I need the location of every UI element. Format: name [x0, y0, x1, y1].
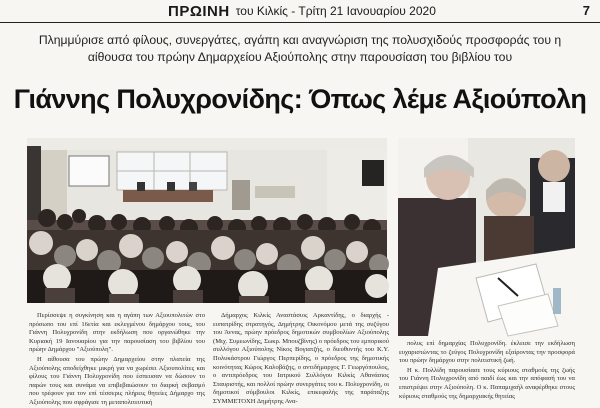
- page-number: 7: [582, 3, 590, 18]
- article-column-2: [213, 312, 389, 405]
- event-hall-illustration: [27, 138, 387, 303]
- masthead: [0, 0, 600, 23]
- article-kicker: Πλημμύρισε από φίλους, συνεργάτες, αγάπη και αναγνώριση της πολυσχιδούς προσφοράς του η αίθουσα του πρώην Δημαρχείου Αξιούπολης στην παρουσίαση του βιβλίου του: [38, 33, 562, 64]
- article-headline: Γιάννης Πολυχρονίδης: Όπως λέμε Αξιούπολη: [13, 84, 587, 114]
- event-hall-photo: [27, 138, 387, 303]
- paragraph: Η κ. Πολλίδη παρουσίασε τους κύριους σταθμούς της ζωής του Γιάννη Πολυχρονίδη από παιδί έως και την απόφασή του να επιστρέψει στην Αξιούπολη. Ο κ. Παπαμιχαήλ αναφέρθηκε στους κύριους σταθμούς της δημαρχιακής θητείας: [399, 366, 575, 400]
- paragraph: πολυς επί δημαρχίας Πολυχρονίδη. έκλεισε την εκδήλωση ευχαριστώντας το ζεύγος Πολυχρονίδη εξαίροντας την προσφορά του πρώην δημάρχου στην πολιτιστική ζωή.: [399, 340, 575, 365]
- article-column-3: [399, 340, 575, 400]
- paragraph: Δήμαρχος Κιλκίς Αναστάσιος Αρκαντίδης, ο διαρχής - ευπατρίδης στρατηγός, Δημήτρης Οικονόμου μετά της συζύγου του Άννας, πρώην πρόεδρος δημοτικών συμβουλίων Αξιούπολης (Μιχ. Συμεωνίδης, Σωκρ. Μπουζβίνης) ο πρόεδρος του εμπορικού συλλόγου Αξιούπολης Νίκος Βογιατζής, ο διευθυντής του Κ.Υ. Πολυκάστρου Γιώργος Περπερίδης, ο πρόεδρος της δημοτικής κοινότητας Κώρος Καλοβάζης, ο αντιδήμαρχος Γ. Γεωργόπουλος, ο αντιπρόεδρος του Ιατρικού Συλλόγου Κιλκίς Αθανάσιος Σταυριστής, και πολλοί πρώην συνεργάτες του κ. Πολυχρονίδη, οι δημοτικοί σύμβουλοι Κιλκίς, επικεφαλής της παράταξης ΣΥΜΜΕΤΟΧΗ Δημήτρης Ανα-: [213, 312, 389, 405]
- article-column-1: [29, 312, 205, 406]
- paragraph: Περίσσεψε η συγκίνηση και η αγάπη των Αξιουπολιτών στο πρόσωπο του επί 16ετία και εκλεγμένου δημάρχου τους, του Γιάννη Πολυχρονίδη στην εκδήλωση που οργανώθηκε την Κυριακή 19 Ιανουαρίου για την παρουσίαση του βιβλίου του πρώην Δημάρχου "Αξιούπολη".: [29, 312, 205, 354]
- book-signing-photo: [398, 138, 575, 336]
- newspaper-name: ΠΡΩΙΝΗ: [168, 2, 230, 20]
- paragraph: Η αίθουσα του πρώην Δημαρχείου στην πλατεία της Αξιούπολης αποδείχθηκε μικρή για να χωρέσει Αξιουπολίτες και φίλους του Γιάννη Πολυχρονίδη που έσπευσαν να δώσουν το παρών τους και συνάμα να επιβεβαιώσουν το διαρκή σεβασμό που τρέφουν για τον επί τέσσερις πλήρεις θητείες Δήμαρχο της Αξιούπολης που σφράγισε τη μεταπολιτευτική: [29, 355, 205, 406]
- book-signing-illustration: [398, 138, 575, 336]
- edition-date: του Κιλκίς - Τρίτη 21 Ιανουαρίου 2020: [235, 4, 436, 18]
